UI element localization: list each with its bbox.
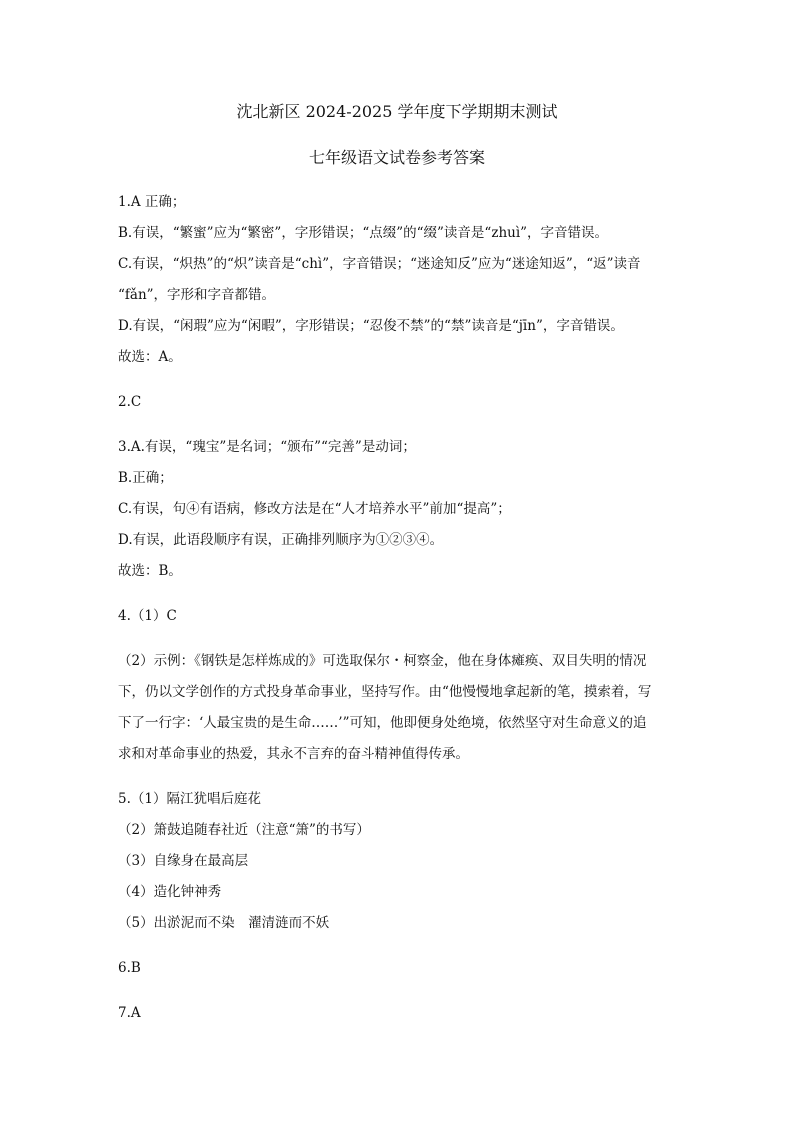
answer-3-d: D.有误，此语段顺序有误，正确排列顺序为①②③④。 (118, 532, 444, 548)
answer-4-1: 4.（1）C (118, 608, 177, 624)
answer-3-choice: 故选：B。 (118, 563, 182, 579)
answer-1-d: D.有误，“闲瑕”应为“闲暇”，字形错误；“忍俊不禁”的“禁”读音是“jīn”，字音错误。 (118, 318, 624, 334)
answer-4-2-line2: 下，仍以文学创作的方式投身革命事业，坚持写作。由“他慢慢地拿起新的笔，摸索着，写 (118, 684, 652, 700)
answer-6: 6.B (118, 960, 141, 976)
answer-3-c: C.有误，句④有语病，修改方法是在“人才培养水平”前加“提高”； (118, 501, 511, 517)
answer-1-choice: 故选：A。 (118, 349, 182, 365)
answer-5-3: （3）自缘身在最高层 (118, 853, 249, 869)
answer-3-a: 3.A.有误，“瑰宝”是名词；“颁布”“完善”是动词； (118, 439, 416, 455)
answer-1-b: B.有误，“繁蜜”应为“繁密”，字形错误；“点缀”的“缀”读音是“zhuì”，字音错误。 (118, 225, 609, 241)
answer-4-2-line3: 下了一行字：‘人最宝贵的是生命……’”可知，他即便身处绝境，依然坚守对生命意义的追 (118, 715, 647, 731)
answer-5-4: （4）造化钟神秀 (118, 884, 222, 900)
answer-4-2-line4: 求和对革命事业的热爱，其永不言弃的奋斗精神值得传承。 (118, 746, 469, 762)
answer-1-a: 1.A 正确； (118, 194, 186, 210)
answer-7: 7.A (118, 1005, 141, 1021)
answer-1-c-cont: “fǎn”，字形和字音都错。 (118, 287, 276, 303)
document-subtitle: 七年级语文试卷参考答案 (308, 148, 485, 167)
document-title: 沈北新区 2024-2025 学年度下学期期末测试 (236, 102, 558, 121)
answer-3-b: B.正确； (118, 470, 173, 486)
answer-5-2: （2）箫鼓追随春社近（注意“箫”的书写） (118, 822, 370, 838)
answer-2: 2.C (118, 394, 142, 410)
answer-5-1: 5.（1）隔江犹唱后庭花 (118, 791, 261, 807)
answer-5-5: （5）出淤泥而不染 濯清涟而不妖 (118, 915, 330, 931)
answer-1-c: C.有误，“炽热”的“炽”读音是“chì”，字音错误；“迷途知反”应为“迷途知返”，“返”读音 (118, 256, 641, 272)
answer-4-2-line1: （2）示例：《钢铁是怎样炼成的》可选取保尔・柯察金，他在身体瘫痪、双目失明的情况 (118, 653, 647, 669)
